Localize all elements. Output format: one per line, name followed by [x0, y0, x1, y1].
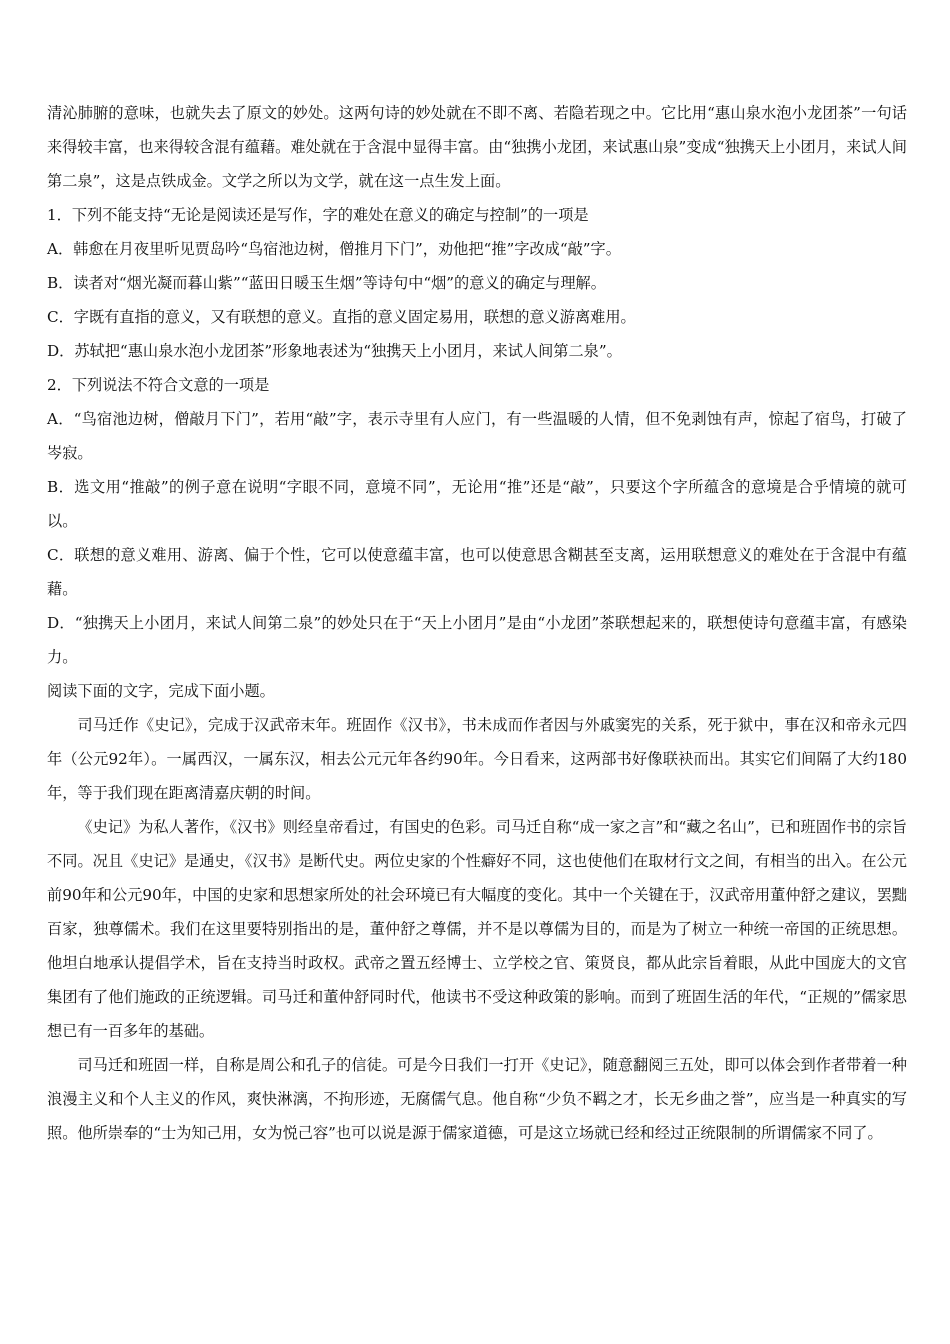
question-1-option-c: C．字既有直指的意义，又有联想的意义。直指的意义固定易用，联想的意义游离难用。: [47, 308, 636, 326]
question-1-option-b: B．读者对“烟光凝而暮山紫”“蓝田日暖玉生烟”等诗句中“烟”的意义的确定与理解。: [47, 274, 606, 292]
question-2-option-d: D．“独携天上小团月，来试人间第二泉”的妙处只在于“天上小团月”是由“小龙团”茶联想起来的，联想使诗句意蕴丰富，有感染力。: [47, 614, 907, 666]
passage2-paragraph-1: 司马迁作《史记》，完成于汉武帝末年。班固作《汉书》，书未成而作者因与外戚窦宪的关系，死于狱中，事在汉和帝永元四年（公元92年）。一属西汉，一属东汉，相去公元元年各约90年。今日看来，这两部书好像联袂而出。其实它们间隔了大约180年，等于我们现在距离清嘉庆朝的时间。: [47, 716, 907, 802]
question-2-option-c: C．联想的意义难用、游离、偏于个性，它可以使意蕴丰富，也可以使意思含糊甚至支离，运用联想意义的难处在于含混中有蕴藉。: [47, 546, 907, 598]
reading-instruction: 阅读下面的文字，完成下面小题。: [47, 682, 275, 700]
question-1-stem: 1．下列不能支持“无论是阅读还是写作，字的难处在意义的确定与控制”的一项是: [47, 206, 589, 224]
passage2-paragraph-3: 司马迁和班固一样，自称是周公和孔子的信徒。可是今日我们一打开《史记》，随意翻阅三五处，即可以体会到作者带着一种浪漫主义和个人主义的作风，爽快淋漓，不拘形迹，无腐儒气息。他自称“少负不羁之才，长无乡曲之誉”，应当是一种真实的写照。他所崇奉的“士为知己用，女为悦己容”也可以说是源于儒家道德，可是这立场就已经和经过正统限制的所谓儒家不同了。: [47, 1056, 907, 1142]
question-2-option-b: B．选文用“推敲”的例子意在说明“字眼不同，意境不同”，无论用“推”还是“敲”，只要这个字所蕴含的意境是合乎情境的就可以。: [47, 478, 907, 530]
question-2-option-a: A．“鸟宿池边树，僧敲月下门”，若用“敲”字，表示寺里有人应门，有一些温暖的人情，但不免剥蚀有声，惊起了宿鸟，打破了岑寂。: [47, 410, 907, 462]
passage2-paragraph-2: 《史记》为私人著作，《汉书》则经皇帝看过，有国史的色彩。司马迁自称“成一家之言”和“藏之名山”，已和班固作书的宗旨不同。况且《史记》是通史，《汉书》是断代史。两位史家的个性癖好不同，这也使他们在取材行文之间，有相当的出入。在公元前90年和公元90年，中国的史家和思想家所处的社会环境已有大幅度的变化。其中一个关键在于，汉武帝用董仲舒之建议，罢黜百家，独尊儒术。我们在这里要特别指出的是，董仲舒之尊儒，并不是以尊儒为目的，而是为了树立一种统一帝国的正统思想。他坦白地承认提倡学术，旨在支持当时政权。武帝之置五经博士、立学校之官、策贤良，都从此宗旨着眼，从此中国庞大的文官集团有了他们施政的正统逻辑。司马迁和董仲舒同时代，他读书不受这种政策的影响。而到了班固生活的年代，“正规的”儒家思想已有一百多年的基础。: [47, 818, 907, 1040]
question-1-option-d: D．苏轼把“惠山泉水泡小龙团茶”形象地表述为“独携天上小团月，来试人间第二泉”。: [47, 342, 622, 360]
passage1-tail: 清沁肺腑的意味，也就失去了原文的妙处。这两句诗的妙处就在不即不离、若隐若现之中。它比用“惠山泉水泡小龙团茶”一句话来得较丰富，也来得较含混有蕴藉。难处就在于含混中显得丰富。由“独携小龙团，来试惠山泉”变成“独携天上小团月，来试人间第二泉”，这是点铁成金。文学之所以为文学，就在这一点生发上面。: [47, 104, 907, 190]
document-page: [47, 96, 907, 1150]
question-2-stem: 2．下列说法不符合文意的一项是: [47, 376, 270, 394]
question-1-option-a: A．韩愈在月夜里听见贾岛吟“鸟宿池边树，僧推月下门”，劝他把“推”字改成“敲”字。: [47, 240, 621, 258]
